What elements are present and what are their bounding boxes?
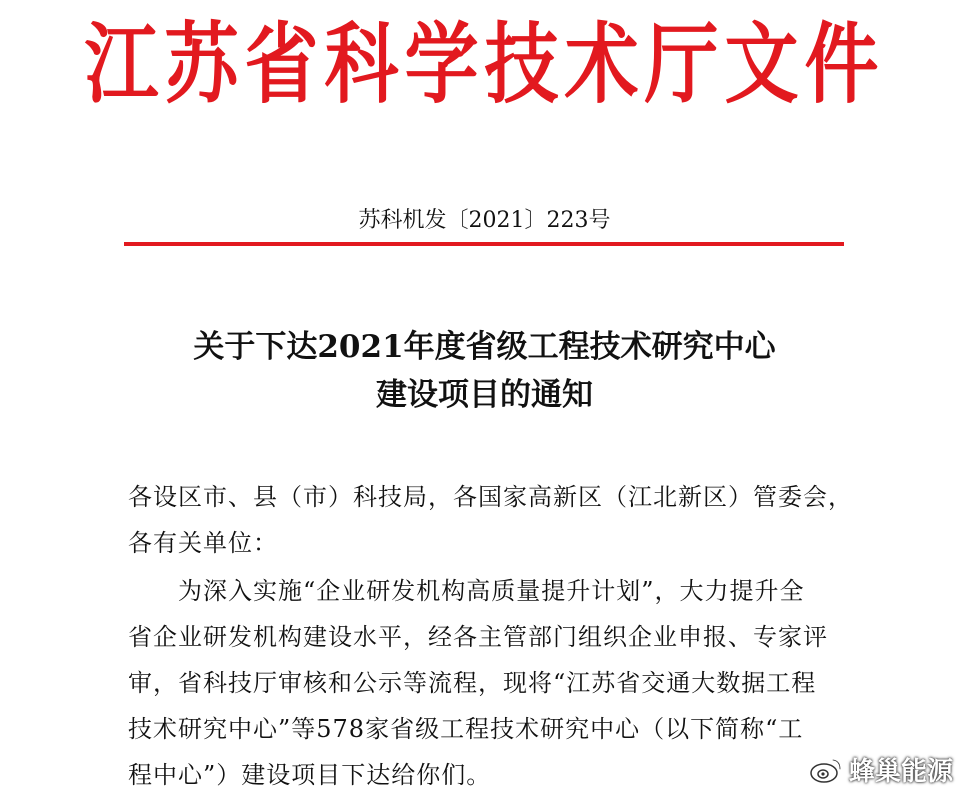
body-line-3: 为深入实施“企业研发机构高质量提升计划”，大力提升全	[128, 577, 805, 605]
body-line-6: 技术研究中心”等578家省级工程技术研究中心（以下简称“工	[128, 715, 804, 743]
watermark	[809, 751, 953, 788]
body-line-4: 省企业研发机构建设水平，经各主管部门组织企业申报、专家评	[128, 623, 828, 651]
header-divider	[124, 242, 844, 246]
body-line-2: 各有关单位：	[128, 529, 278, 557]
watermark-text: 蜂巢能源	[848, 757, 953, 787]
body-line-1: 各设区市、县（市）科技局，各国家高新区（江北新区）管委会，	[128, 483, 853, 511]
notice-title-line-2: 建设项目的通知	[376, 377, 593, 413]
document-header-title: 江苏省科学技术厅文件	[84, 14, 885, 116]
body-line-7: 程中心”）建设项目下达给你们。	[128, 761, 492, 789]
notice-title-line-1: 关于下达2021年度省级工程技术研究中心	[193, 329, 776, 365]
document-number: 苏科机发〔2021〕223号	[358, 208, 611, 233]
body-line-5: 审，省科技厅审核和公示等流程，现将“江苏省交通大数据工程	[128, 669, 817, 697]
weibo-icon	[809, 756, 843, 784]
